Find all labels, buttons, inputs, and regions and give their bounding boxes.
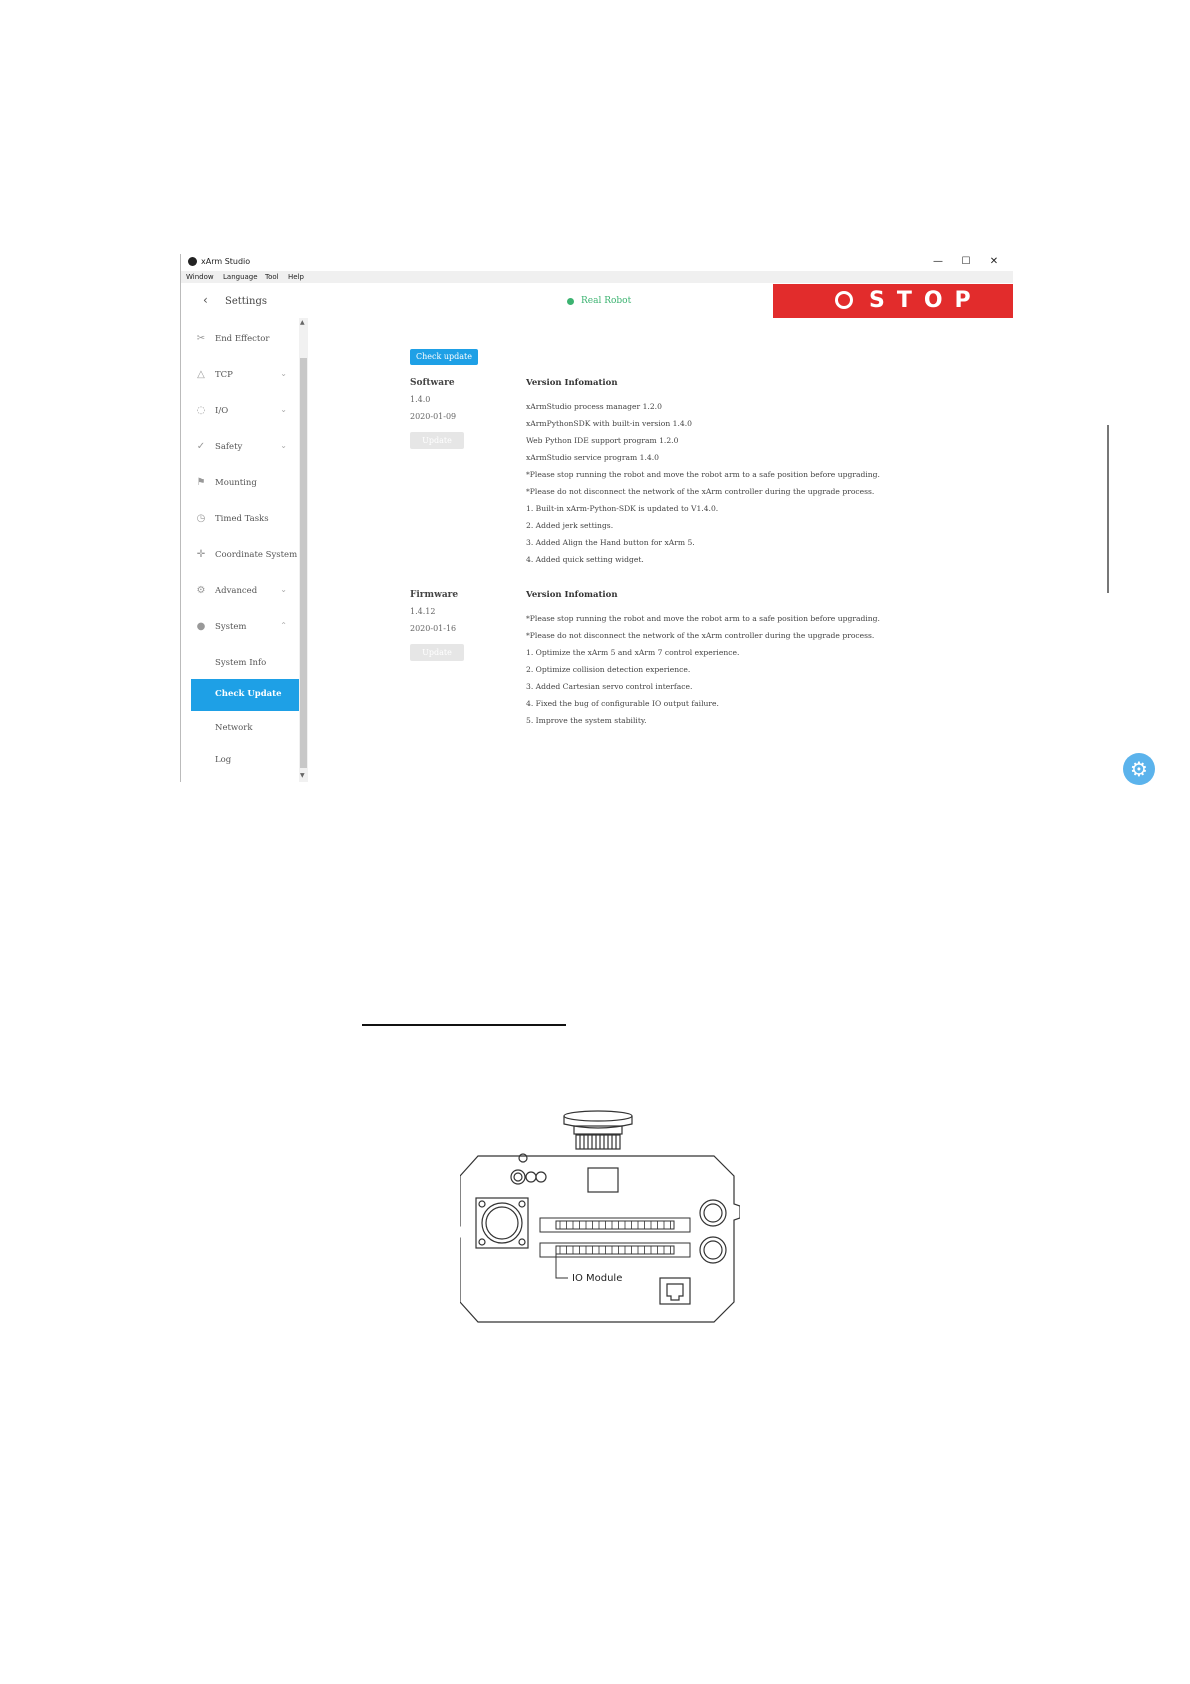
sidebar-item-label: End Effector [215,334,270,344]
firmware-info-line: *Please stop running the robot and move the robot arm to a safe position before upgrading. [526,614,880,623]
sidebar-item-timed-tasks[interactable] [191,504,299,534]
firmware-info-title: Version Infomation [526,590,618,600]
sidebar-item-label: Network [215,723,253,733]
quick-settings-button[interactable] [1123,753,1155,785]
sidebar-item-mounting[interactable] [191,468,299,498]
software-version: 1.4.0 [410,395,431,404]
menu-tool[interactable]: Tool [265,273,279,281]
sidebar-scroll-thumb[interactable] [300,358,307,768]
firmware-info-line: 5. Improve the system stability. [526,716,647,725]
sidebar-item-safety[interactable] [191,432,299,462]
firmware-update-button[interactable]: Update [410,644,464,661]
chevron-down-icon: ⌄ [280,405,287,414]
mounting-icon: ⚑ [196,477,206,488]
top-port [588,1168,618,1192]
sidebar-item-label: System [215,622,247,632]
power-connector [476,1198,528,1248]
software-info-line: xArmStudio process manager 1.2.0 [526,402,662,411]
software-info-line: 1. Built-in xArm-Python-SDK is updated to V1.4.0. [526,504,719,513]
io-terminal-pins [560,1221,671,1254]
io-terminal-strip [540,1218,690,1257]
software-info-title: Version Infomation [526,378,618,388]
sidebar-item-label: Check Update [215,689,282,699]
underline-rule [362,1024,566,1026]
coordinate-icon: ✛ [196,549,206,560]
software-date: 2020-01-09 [410,412,457,421]
tcp-icon: △ [197,369,205,380]
scroll-down-icon[interactable]: ▼ [300,772,305,779]
firmware-info-line: 4. Fixed the bug of configurable IO output failure. [526,699,719,708]
menu-help[interactable]: Help [288,273,304,281]
sidebar-scrollbar[interactable] [299,318,308,782]
sidebar-item-label: Coordinate System [215,550,298,560]
sidebar-item-label: System Info [215,658,267,668]
gear-icon: ⚙ [1130,757,1148,781]
title-bar [181,254,1013,270]
clock-icon: ◷ [196,513,206,524]
check-update-panel [321,318,1148,782]
connection-status-icon [567,298,574,305]
software-info-line: 4. Added quick setting widget. [526,555,644,564]
indicator-leds [511,1154,546,1184]
page-title: Settings [225,296,267,307]
io-module-label: IO Module [572,1273,623,1284]
emergency-stop-knob [564,1111,632,1149]
menu-bar [181,271,1013,283]
sidebar-item-tcp[interactable] [191,360,299,390]
tool-icon: ✂ [196,333,206,344]
controller-io-diagram [460,1108,740,1324]
header [181,284,1013,318]
xarm-studio-window [180,254,1148,782]
sidebar-item-label: Advanced [215,586,258,596]
sidebar-item-label: Log [215,755,232,765]
software-title: Software [410,378,455,388]
sidebar-item-label: Timed Tasks [215,514,269,524]
sidebar-item-label: Mounting [215,478,257,488]
software-info-line: Web Python IDE support program 1.2.0 [526,436,679,445]
check-update-button[interactable]: Check update [410,349,478,365]
sidebar-item-advanced[interactable] [191,576,299,606]
stop-icon [835,291,853,309]
sidebar-item-coordinate-system[interactable] [191,540,299,570]
stop-label: STOP [869,288,983,313]
sidebar-item-label: Safety [215,442,243,452]
stop-button[interactable] [773,284,1013,318]
firmware-info-line: 3. Added Cartesian servo control interface. [526,682,693,691]
ethernet-port [660,1278,690,1304]
chevron-down-icon: ⌄ [280,441,287,450]
software-info-line: xArmPythonSDK with built-in version 1.4.0 [526,419,692,428]
window-title: xArm Studio [201,257,251,266]
sidebar-item-label: I/O [215,406,229,416]
sidebar-subitem-log[interactable] [191,745,299,775]
maximize-icon[interactable]: ☐ [961,256,971,267]
firmware-version: 1.4.12 [410,607,436,616]
software-info-line: *Please do not disconnect the network of the xArm controller during the upgrade process. [526,487,875,496]
settings-sidebar [181,318,309,782]
menu-language[interactable]: Language [223,273,258,281]
software-info-line: 3. Added Align the Hand button for xArm 5. [526,538,695,547]
chevron-down-icon: ⌄ [280,585,287,594]
menu-window[interactable]: Window [186,273,214,281]
chevron-up-icon: ⌃ [280,621,287,630]
sidebar-item-io[interactable] [191,396,299,426]
connection-status: Real Robot [581,296,632,306]
sidebar-item-system[interactable] [191,612,299,642]
software-info-line: 2. Added jerk settings. [526,521,614,530]
sidebar-item-end-effector[interactable] [191,324,299,354]
firmware-date: 2020-01-16 [410,624,457,633]
firmware-info-line: 1. Optimize the xArm 5 and xArm 7 control experience. [526,648,740,657]
io-icon: ◌ [196,405,206,416]
scroll-up-icon[interactable]: ▲ [300,319,305,326]
app-logo-icon [188,257,197,266]
software-info-line: xArmStudio service program 1.4.0 [526,453,659,462]
info-icon: ● [196,621,206,632]
firmware-info-line: 2. Optimize collision detection experience. [526,665,691,674]
chevron-down-icon: ⌄ [280,369,287,378]
sidebar-subitem-system-info[interactable] [191,648,299,678]
sidebar-item-label: TCP [215,370,233,380]
software-info-line: *Please stop running the robot and move the robot arm to a safe position before upgrading. [526,470,880,479]
sidebar-subitem-check-update[interactable] [191,679,299,711]
gear-icon: ⚙ [196,585,206,596]
firmware-info-line: *Please do not disconnect the network of the xArm controller during the upgrade process. [526,631,875,640]
minimize-icon[interactable]: — [933,256,943,267]
back-icon[interactable]: ‹ [203,293,208,307]
safety-icon: ✓ [196,441,206,452]
software-update-button[interactable]: Update [410,432,464,449]
round-connectors [700,1200,726,1263]
firmware-title: Firmware [410,590,459,600]
sidebar-subitem-network[interactable] [191,713,299,743]
content-scrollbar[interactable] [1107,425,1109,593]
close-icon[interactable]: ✕ [989,256,999,267]
io-module-callout [556,1254,568,1278]
